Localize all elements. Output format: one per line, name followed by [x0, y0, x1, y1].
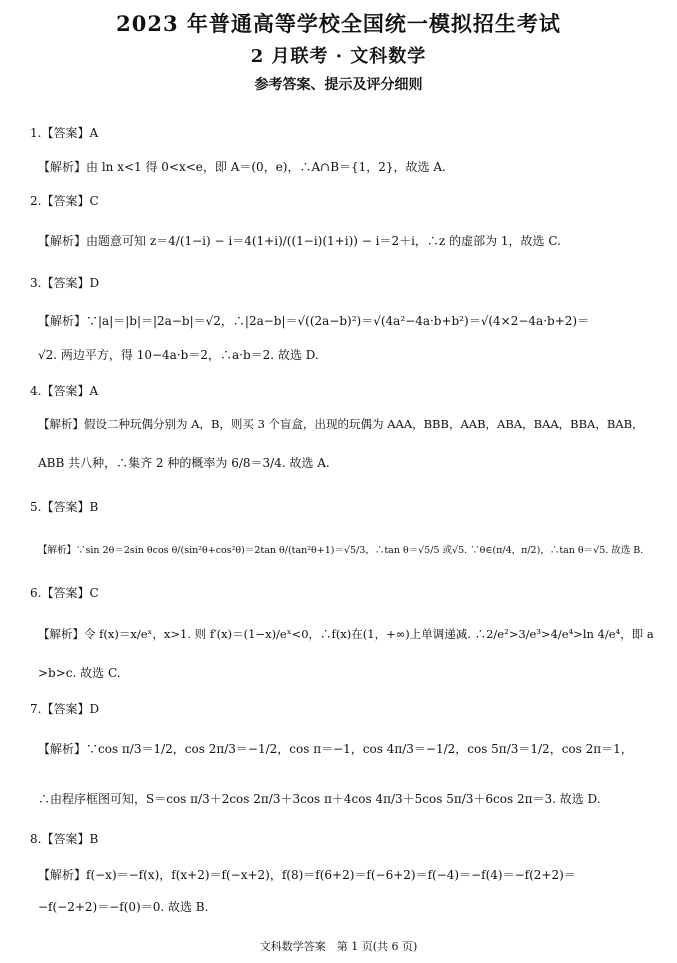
explanation-4-line-2: ABB 共八种，∴集齐 2 种的概率为 6/8＝3/4. 故选 A. [38, 456, 330, 470]
explanation-6-line-1: 【解析】令 f(x)＝x/eˣ，x>1. 则 f′(x)＝(1−x)/eˣ<0，∴f(x)在(1，+∞)上单调递减. ∴2/e²>3/e³>4/e⁴>ln 4/e⁴，即 a [38, 627, 654, 641]
explanation-3-line-1: 【解析】∵|a|＝|b|＝|2a−b|＝√2，∴|2a−b|＝√((2a−b)²)＝√(4a²−4a·b+b²)＝√(4×2−4a·b+2)＝ [38, 314, 590, 328]
page-subtitle-2: 参考答案、提示及评分细则 [254, 77, 423, 93]
answer-6: 6.【答案】C [30, 586, 99, 600]
answer-4: 4.【答案】A [30, 384, 99, 398]
answer-7: 7.【答案】D [30, 702, 100, 716]
explanation-4-line-1: 【解析】假设二种玩偶分别为 A，B，则买 3 个盲盒，出现的玩偶为 AAA，BBB，AAB，ABA，BAA，BBA，BAB， [38, 417, 644, 431]
explanation-6-line-2: >b>c. 故选 C. [38, 666, 121, 680]
page-title: 2023 年普通高等学校全国统一模拟招生考试 [116, 11, 561, 36]
page-footer: 文科数学答案 第 1 页(共 6 页) [259, 940, 418, 953]
explanation-7-line-1: 【解析】∵cos π/3＝1/2，cos 2π/3＝−1/2，cos π＝−1，cos 4π/3＝−1/2，cos 5π/3＝1/2，cos 2π＝1， [38, 742, 633, 756]
explanation-5-line-1: 【解析】∵sin 2θ＝2sin θcos θ/(sin²θ+cos²θ)＝2tan θ/(tan²θ+1)＝√5/3，∴tan θ＝√5/5 或√5. ∵θ∈(π/4，π/2)，∴tan θ＝√5. 故选 B. [38, 545, 644, 556]
explanation-1-line-1: 【解析】由 ln x<1 得 0<x<e，即 A＝(0，e)，∴A∩B＝{1，2}，故选 A. [38, 160, 446, 174]
answer-5: 5.【答案】B [30, 500, 99, 514]
answer-3: 3.【答案】D [30, 276, 100, 290]
explanation-2-line-1: 【解析】由题意可知 z＝4/(1−i) − i＝4(1+i)/((1−i)(1+i)) − i＝2＋i，∴z 的虚部为 1，故选 C. [38, 234, 561, 248]
answer-8: 8.【答案】B [30, 832, 99, 846]
explanation-8-line-1: 【解析】f(−x)＝−f(x)，f(x+2)＝f(−x+2)，f(8)＝f(6+2)＝f(−6+2)＝f(−4)＝−f(4)＝−f(2+2)＝ [38, 868, 576, 882]
explanation-3-line-2: √2. 两边平方，得 10−4a·b＝2，∴a·b＝2. 故选 D. [38, 348, 319, 362]
page-subtitle: 2 月联考 · 文科数学 [250, 46, 427, 67]
answer-2: 2.【答案】C [30, 194, 99, 208]
explanation-8-line-2: −f(−2+2)＝−f(0)＝0. 故选 B. [38, 900, 209, 914]
answer-1: 1.【答案】A [30, 126, 99, 140]
explanation-7-line-2: ∴由程序框图可知，S＝cos π/3＋2cos 2π/3＋3cos π＋4cos 4π/3＋5cos 5π/3＋6cos 2π＝3. 故选 D. [38, 792, 601, 806]
